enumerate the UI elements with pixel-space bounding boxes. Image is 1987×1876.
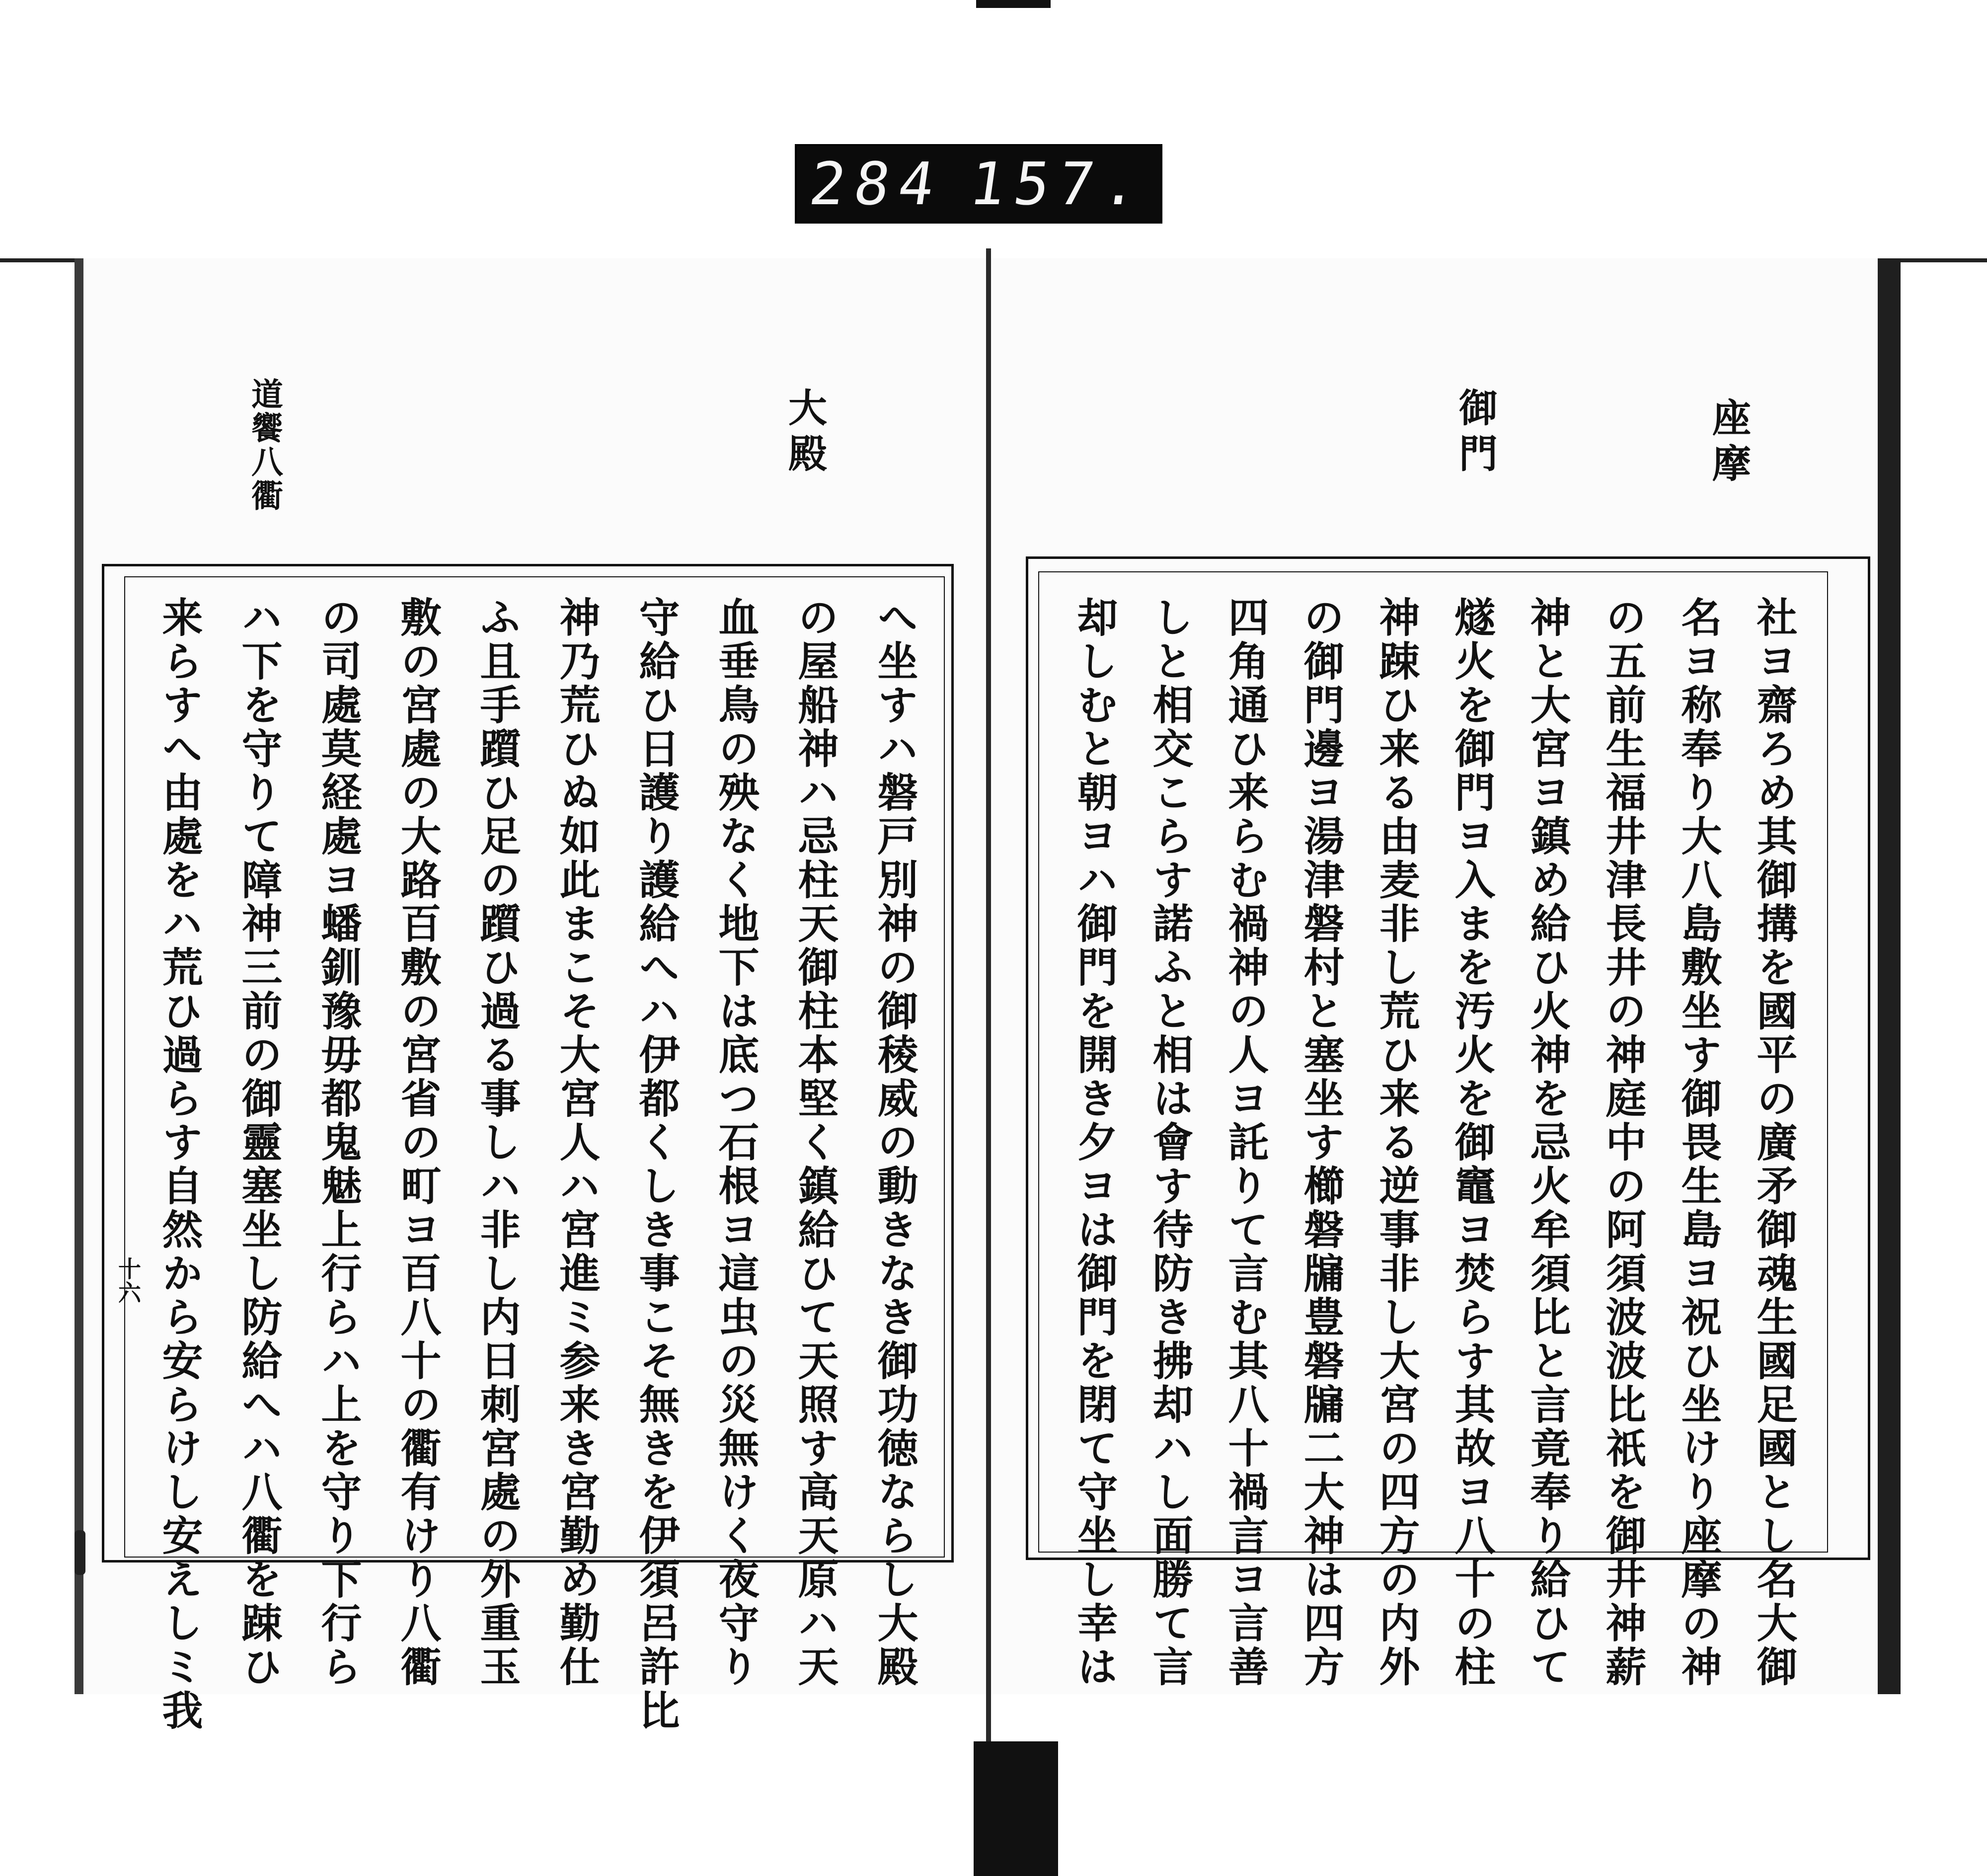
left-column-10: 来らすへ由處をハ荒ひ過らす自然から安らけし安えしミ我 (155, 596, 203, 1733)
right-column-6: 神踈ひ来る由麦非し荒ひ来る逆事非し大宮の四方の内外 (1373, 596, 1420, 1689)
right-heading-zama: 座摩 (1706, 397, 1751, 489)
book-gutter (986, 248, 991, 1744)
counter-right-number: 157. (965, 150, 1152, 218)
right-column-9: しと相交こらす諾ふと相は會す待防き拂却ハし面勝て言 (1146, 596, 1194, 1689)
right-heading-mikado: 御門 (1452, 388, 1498, 479)
right-column-10: 却しむと朝ヨハ御門を開き夕ヨは御門を閉て守坐し幸は (1070, 596, 1118, 1689)
right-column-2: 名ヨ称奉り大八島敷坐す御畏生島ヨ祝ひ坐けり座摩の神 (1675, 596, 1722, 1689)
left-column-8: の司處莫経處ヨ蟠釧豫毋都鬼魅上行らハ上を守り下行ら (314, 596, 362, 1689)
right-column-3: の五前生福井津長井の神庭中の阿須波波比祇を御井神薪 (1599, 596, 1647, 1689)
right-column-5: 燧火を御門ヨ入まを汚火を御竈ヨ焚らす其故ヨ八十の柱 (1448, 596, 1496, 1689)
left-column-6: ふ且手躓ひ足の躓ひ過る事しハ非し内日刺宮處の外重玉 (473, 596, 521, 1689)
right-column-7: の御門邊ヨ湯津磐村と塞坐す櫛磐牖豊磐牖二大神は四方 (1297, 596, 1345, 1689)
right-column-4: 神と大宮ヨ鎮め給ひ火神を忌火牟須比と言竟奉り給ひて (1524, 596, 1571, 1689)
left-heading-daiden: 大殿 (782, 388, 827, 479)
binding-stitch (75, 1530, 85, 1575)
left-column-5: 神乃荒ひぬ如此まこそ大宮人ハ宮進ミ参来き宮勤め勤仕 (553, 596, 601, 1689)
left-column-1: へ坐すハ磐戸別神の御稜威の動きなき御功徳ならし大殿 (871, 596, 918, 1689)
scanner-top-tab (976, 0, 1051, 8)
right-column-1: 社ヨ齋ろめ其御搆を國平の廣矛御魂生國足國とし名大御 (1750, 596, 1798, 1689)
left-column-9: ハ下を守りて障神三前の御靈塞坐し防給へハ八衢を踈ひ (235, 596, 283, 1689)
left-column-2: の屋船神ハ忌柱天御柱本堅く鎮給ひて天照す高天原ハ天 (791, 596, 839, 1689)
left-body-text (139, 596, 934, 1733)
counter-left-number: 284 (805, 150, 948, 218)
left-folio-number: 十六 (115, 1257, 142, 1305)
scanner-bottom-tab (974, 1741, 1058, 1876)
right-column-8: 四角通ひ来らむ禍神の人ヨ託りて言む其八十禍言ヨ言善 (1222, 596, 1269, 1689)
left-heading-michiae: 道饗八衢 (246, 378, 283, 513)
left-column-3: 血垂鳥の殃なく地下は底つ石根ヨ這虫の災無けく夜守り (712, 596, 760, 1689)
left-column-7: 敷の宮處の大路百敷の宮省の町ヨ百八十の衢有けり八衢 (394, 596, 442, 1689)
right-body-text (1048, 596, 1823, 1689)
left-column-4: 守給ひ日護り護給へハ伊都くしき事こそ無きを伊須呂許比 (632, 596, 680, 1733)
page-counter (795, 144, 1162, 224)
